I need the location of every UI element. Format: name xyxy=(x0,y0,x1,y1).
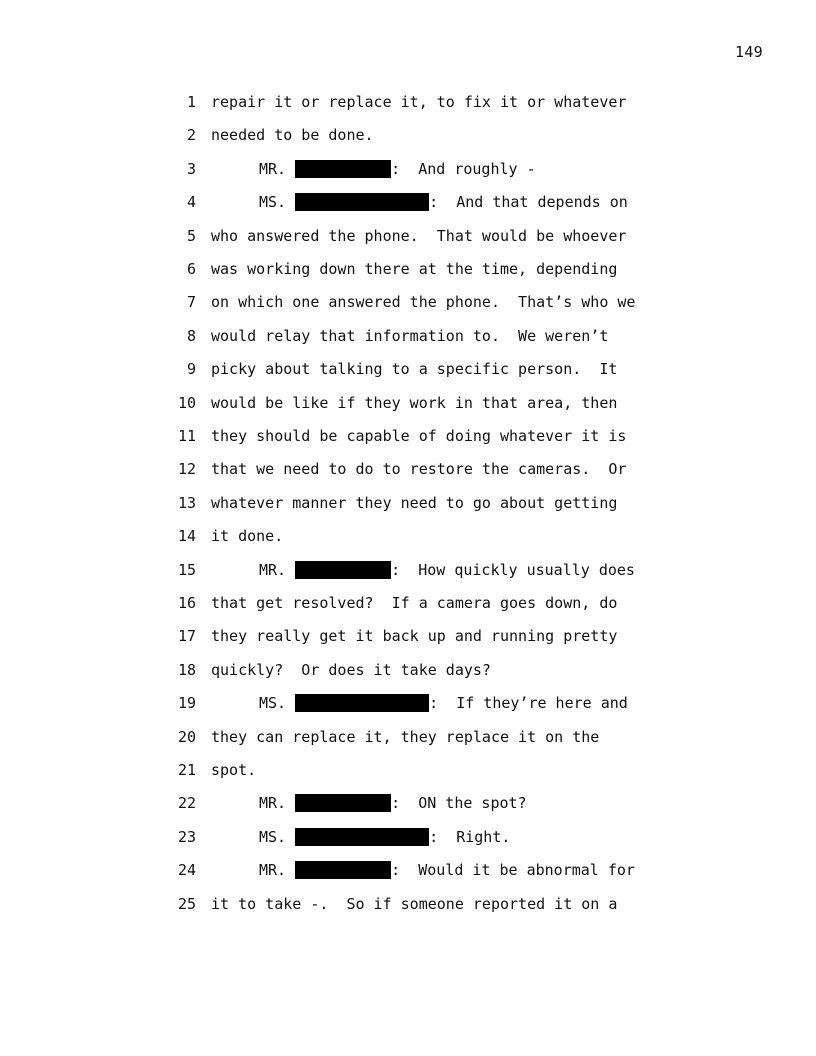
line-text xyxy=(211,387,617,420)
redaction-bar xyxy=(295,861,391,879)
transcript-line xyxy=(0,286,816,319)
line-text xyxy=(211,186,628,219)
line-number: 10 xyxy=(177,393,196,412)
transcript-line xyxy=(0,253,816,286)
speech-text: : ON the spot? xyxy=(391,794,527,813)
transcript-line xyxy=(0,620,816,653)
redaction-bar xyxy=(295,561,391,579)
line-text xyxy=(211,153,536,186)
speaker-label: MR. xyxy=(259,560,287,579)
speech-text: : Would it be abnormal for xyxy=(391,861,635,880)
transcript-line xyxy=(0,687,816,720)
line-text xyxy=(211,854,635,887)
speech-text: they really get it back up and running pretty xyxy=(211,627,618,646)
transcript-line xyxy=(0,721,816,754)
line-text xyxy=(211,888,617,921)
line-text xyxy=(211,721,599,754)
transcript-line xyxy=(0,453,816,486)
line-number: 22 xyxy=(177,794,196,813)
line-text xyxy=(211,320,608,353)
line-number: 8 xyxy=(186,326,196,345)
redaction-bar xyxy=(295,794,391,812)
line-number: 17 xyxy=(177,627,196,646)
line-number: 15 xyxy=(177,560,196,579)
transcript-line xyxy=(0,520,816,553)
transcript-line xyxy=(0,754,816,787)
speech-text: they should be capable of doing whatever it is xyxy=(211,427,627,445)
line-text xyxy=(211,220,626,253)
speech-text: was working down there at the time, depending xyxy=(211,260,618,278)
speech-text: that get resolved? If a camera goes down, do xyxy=(211,594,618,612)
line-text xyxy=(211,787,527,820)
line-text xyxy=(211,353,617,386)
transcript-line xyxy=(0,654,816,687)
speech-text: it done. xyxy=(211,527,284,546)
redaction-bar xyxy=(295,828,429,846)
speaker-label: MS. xyxy=(259,694,287,713)
transcript-line xyxy=(0,186,816,219)
line-text xyxy=(211,86,626,119)
speech-text: would be like if they work in that area, then xyxy=(211,393,618,412)
line-number: 6 xyxy=(186,260,196,278)
redaction-bar xyxy=(295,160,391,178)
speech-text: : If they’re here and xyxy=(429,694,628,713)
line-number: 16 xyxy=(177,594,196,612)
transcript-line xyxy=(0,353,816,386)
transcript-line xyxy=(0,420,816,453)
transcript-line xyxy=(0,320,816,353)
transcript-line xyxy=(0,119,816,152)
speech-text: : How quickly usually does xyxy=(391,560,635,579)
speech-text: : And roughly - xyxy=(391,159,536,178)
redaction-bar xyxy=(295,694,429,712)
line-text xyxy=(211,453,626,486)
transcript-line xyxy=(0,387,816,420)
line-number: 13 xyxy=(177,493,196,512)
transcript-line xyxy=(0,888,816,921)
line-number: 2 xyxy=(186,126,196,145)
line-number: 4 xyxy=(186,193,196,212)
transcript-line xyxy=(0,587,816,620)
line-text xyxy=(211,620,617,653)
line-number: 9 xyxy=(186,360,196,379)
line-text xyxy=(211,654,491,687)
line-number: 1 xyxy=(186,93,196,111)
speech-text: picky about talking to a specific person. It xyxy=(211,360,618,379)
line-text xyxy=(211,554,635,587)
transcript-line xyxy=(0,854,816,887)
speech-text: : Right. xyxy=(429,827,511,846)
line-number: 11 xyxy=(177,427,196,445)
line-text xyxy=(211,587,617,620)
line-text xyxy=(211,119,374,152)
transcript-line xyxy=(0,86,816,119)
speech-text: quickly? Or does it take days? xyxy=(211,660,491,679)
speech-text: would relay that information to. We weren’t xyxy=(211,326,609,345)
line-text xyxy=(211,286,635,319)
transcript-line xyxy=(0,821,816,854)
redaction-bar xyxy=(295,193,429,211)
line-number: 7 xyxy=(186,293,196,312)
line-number: 12 xyxy=(177,460,196,479)
speaker-label: MR. xyxy=(259,794,287,813)
speech-text: who answered the phone. That would be whoever xyxy=(211,226,627,245)
line-number: 24 xyxy=(177,861,196,880)
speech-text: that we need to do to restore the cameras. Or xyxy=(211,460,627,479)
line-number: 18 xyxy=(177,660,196,679)
speech-text: it to take -. So if someone reported it on a xyxy=(211,894,618,913)
line-text xyxy=(211,487,617,520)
transcript-line xyxy=(0,220,816,253)
line-text xyxy=(211,420,626,453)
transcript-line xyxy=(0,554,816,587)
speech-text: needed to be done. xyxy=(211,126,374,145)
line-text xyxy=(211,520,283,553)
line-number: 14 xyxy=(177,527,196,546)
line-number: 20 xyxy=(177,727,196,746)
speech-text: : And that depends on xyxy=(429,193,628,212)
speech-text: they can replace it, they replace it on the xyxy=(211,727,600,746)
speaker-label: MR. xyxy=(259,861,287,880)
line-text xyxy=(211,754,256,787)
speech-text: on which one answered the phone. That’s who we xyxy=(211,293,636,312)
line-number: 25 xyxy=(177,894,196,913)
speaker-label: MS. xyxy=(259,193,287,212)
line-number: 3 xyxy=(186,159,196,178)
line-text xyxy=(211,253,617,286)
transcript-line xyxy=(0,487,816,520)
speech-text: whatever manner they need to go about getting xyxy=(211,493,618,512)
line-number: 23 xyxy=(177,827,196,846)
transcript-line xyxy=(0,153,816,186)
line-number: 21 xyxy=(177,761,196,779)
page-number: 149 xyxy=(735,43,763,61)
line-number: 19 xyxy=(177,694,196,713)
speech-text: spot. xyxy=(211,761,257,779)
transcript-line xyxy=(0,787,816,820)
line-text xyxy=(211,821,510,854)
line-text xyxy=(211,687,628,720)
speaker-label: MR. xyxy=(259,159,287,178)
speech-text: repair it or replace it, to fix it or whatever xyxy=(211,93,627,111)
line-number: 5 xyxy=(186,226,196,245)
speaker-label: MS. xyxy=(259,827,287,846)
